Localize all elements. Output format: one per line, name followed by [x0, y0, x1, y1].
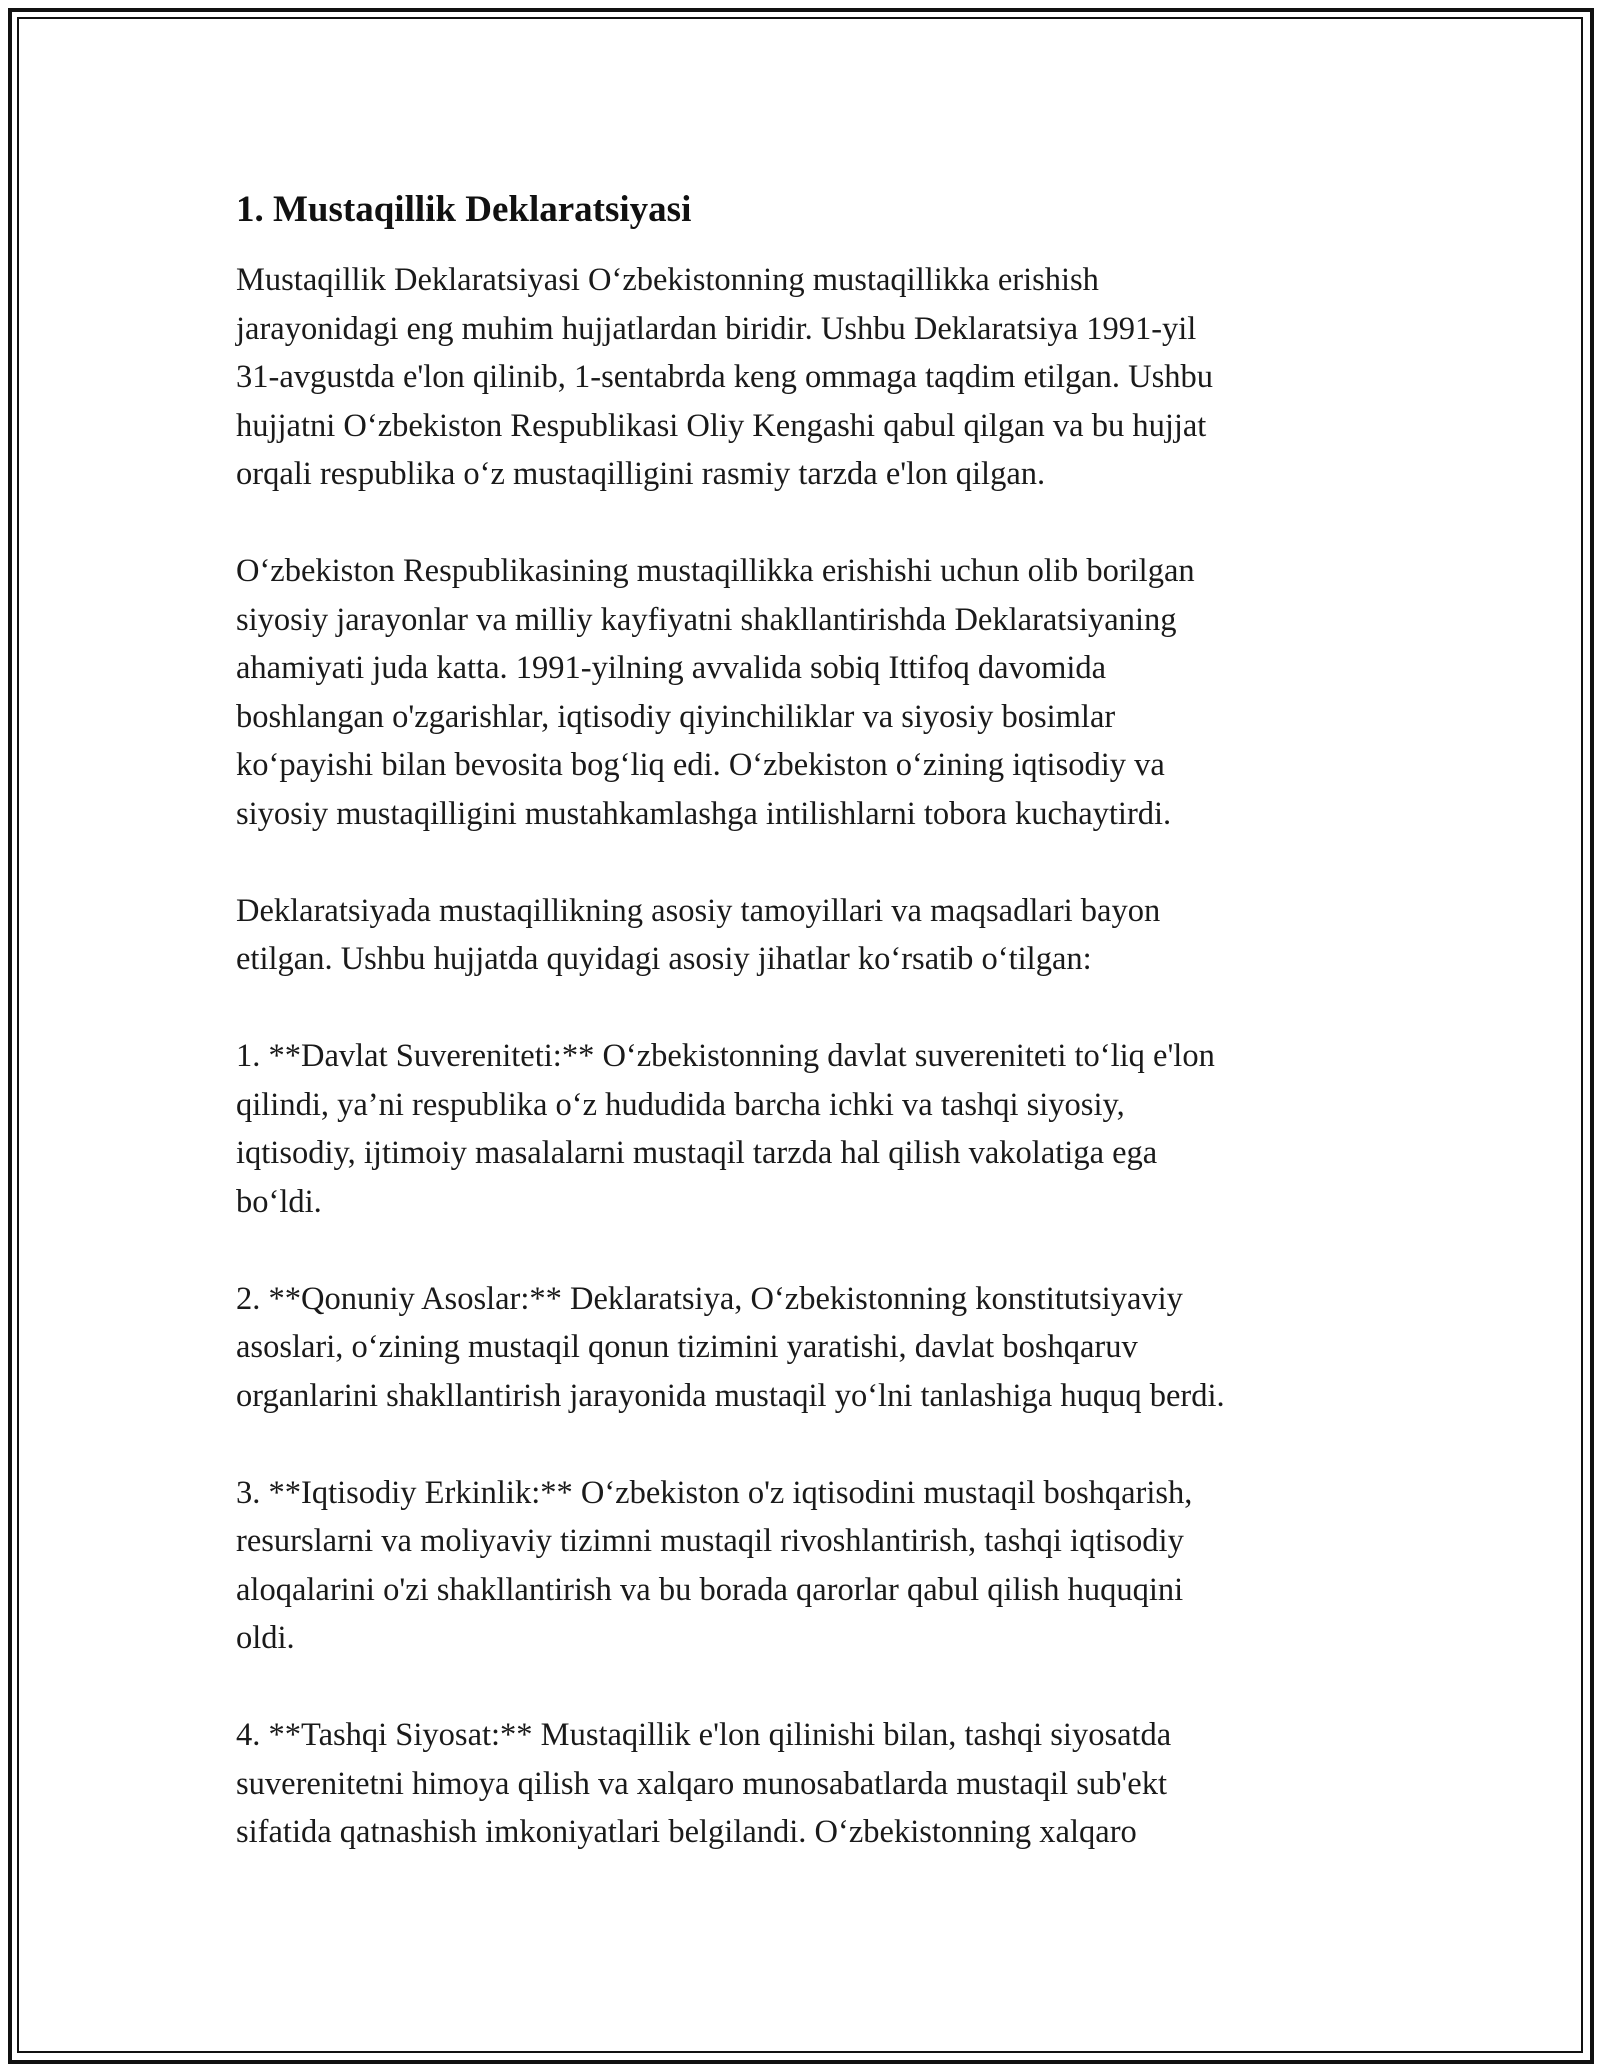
text-line: organlarini shakllantirish jarayonida mustaqil yo‘lni tanlashiga huquq berdi. [236, 1377, 1225, 1414]
text-line: ahamiyati juda katta. 1991-yilning avvalida sobiq Ittifoq davomida [236, 650, 1107, 686]
list-item-2 [236, 1275, 1366, 1421]
text-line: oldi. [236, 1620, 295, 1656]
text-line: suverenitetni himoya qilish va xalqaro munosabatlarda mustaqil sub'ekt [236, 1765, 1167, 1802]
text-line: 3. **Iqtisodiy Erkinlik:** O‘zbekiston o'z iqtisodini mustaqil boshqarish, [236, 1474, 1193, 1511]
document-body [236, 188, 1366, 1905]
text-line: siyosiy mustaqilligini mustahkamlashga intilishlarni tobora kuchaytirdi. [236, 795, 1172, 832]
list-item-1 [236, 1032, 1366, 1226]
text-line: 31-avgustda e'lon qilinib, 1-sentabrda keng ommaga taqdim etilgan. Ushbu [236, 359, 1214, 395]
list-item-4 [236, 1711, 1366, 1857]
list-item-3 [236, 1469, 1366, 1663]
text-line: 4. **Tashqi Siyosat:** Mustaqillik e'lon qilinishi bilan, tashqi siyosatda [236, 1717, 1172, 1753]
paragraph-2 [236, 547, 1366, 838]
text-line: iqtisodiy, ijtimoiy masalalarni mustaqil tarzda hal qilish vakolatiga ega [236, 1135, 1158, 1171]
text-line: sifatida qatnashish imkoniyatlari belgilandi. O‘zbekistonning xalqaro [236, 1814, 1137, 1850]
text-line: ko‘payishi bilan bevosita bog‘liq edi. O‘zbekiston o‘zining iqtisodiy va [236, 747, 1165, 783]
text-line: jarayonidagi eng muhim hujjatlardan biridir. Ushbu Deklaratsiya 1991-yil [236, 310, 1197, 347]
text-line: qilindi, ya’ni respublika o‘z hududida barcha ichki va tashqi siyosiy, [236, 1086, 1125, 1123]
text-line: orqali respublika o‘z mustaqilligini rasmiy tarzda e'lon qilgan. [236, 456, 1046, 492]
text-line: hujjatni O‘zbekiston Respublikasi Oliy Kengashi qabul qilgan va bu hujjat [236, 407, 1207, 444]
text-line: Deklaratsiyada mustaqillikning asosiy tamoyillari va maqsadlari bayon [236, 892, 1161, 929]
text-line: etilgan. Ushbu hujjatda quyidagi asosiy jihatlar ko‘rsatib o‘tilgan: [236, 941, 1092, 977]
section-heading: 1. Mustaqillik Deklaratsiyasi [236, 189, 692, 230]
text-line: 1. **Davlat Suvereniteti:** O‘zbekistonning davlat suvereniteti to‘liq e'lon [236, 1038, 1215, 1074]
text-line: O‘zbekiston Respublikasining mustaqillikka erishishi uchun olib borilgan [236, 553, 1195, 589]
text-line: bo‘ldi. [236, 1183, 322, 1220]
text-line: asoslari, o‘zining mustaqil qonun tizimini yaratishi, davlat boshqaruv [236, 1329, 1138, 1365]
paragraph-3 [236, 887, 1366, 984]
text-line: aloqalarini o'zi shakllantirish va bu borada qarorlar qabul qilish huquqini [236, 1571, 1184, 1608]
text-line: resurslarni va moliyaviy tizimni mustaqil rivoshlantirish, tashqi iqtisodiy [236, 1523, 1184, 1559]
text-line: siyosiy jarayonlar va milliy kayfiyatni shakllantirishda Deklaratsiyaning [236, 601, 1177, 638]
text-line: boshlangan o'zgarishlar, iqtisodiy qiyinchiliklar va siyosiy bosimlar [236, 698, 1116, 735]
text-line: Mustaqillik Deklaratsiyasi O‘zbekistonning mustaqillikka erishish [236, 262, 1099, 298]
paragraph-1 [236, 256, 1366, 499]
text-line: 2. **Qonuniy Asoslar:** Deklaratsiya, O‘zbekistonning konstitutsiyaviy [236, 1280, 1183, 1317]
